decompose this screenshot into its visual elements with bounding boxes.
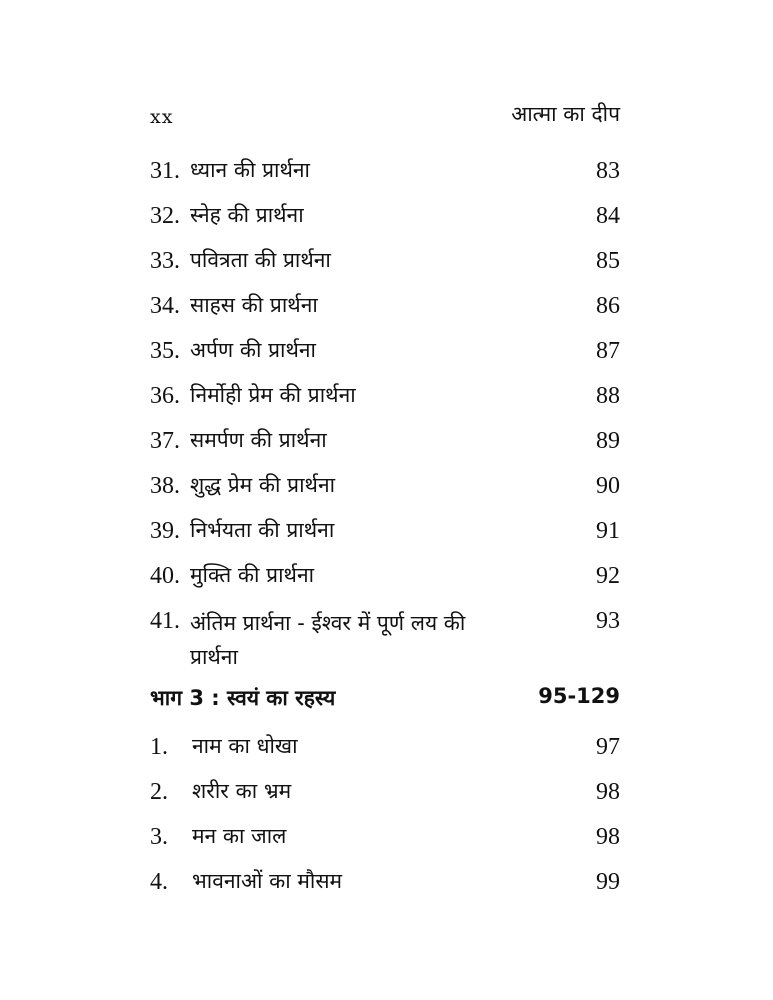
entry-page: 99 — [596, 869, 620, 895]
entry-number: 39. — [150, 518, 180, 544]
toc-entry — [150, 150, 620, 195]
entry-number: 31. — [150, 158, 180, 184]
section-heading — [150, 678, 620, 726]
entry-page: 93 — [596, 608, 620, 634]
entry-page: 83 — [596, 158, 620, 184]
table-of-contents — [150, 150, 620, 906]
entry-title: नाम का धोखा — [192, 734, 298, 758]
toc-entry — [150, 465, 620, 510]
entry-title: पवित्रता की प्रार्थना — [190, 248, 331, 272]
page-number-roman: xx — [150, 106, 174, 128]
running-title: आत्मा का दीप — [511, 102, 620, 126]
entry-title: अर्पण की प्रार्थना — [190, 338, 316, 362]
entry-number: 38. — [150, 473, 180, 499]
entry-page: 97 — [596, 734, 620, 760]
entry-number: 36. — [150, 383, 180, 409]
entry-page: 92 — [596, 563, 620, 589]
entry-page: 89 — [596, 428, 620, 454]
entry-page: 98 — [596, 824, 620, 850]
section-title: भाग 3 : स्वयं का रहस्य — [150, 686, 336, 710]
entry-page: 86 — [596, 293, 620, 319]
entry-number: 3. — [150, 824, 168, 850]
entry-number: 34. — [150, 293, 180, 319]
entry-number: 1. — [150, 734, 168, 760]
entry-page: 84 — [596, 203, 620, 229]
toc-entry — [150, 195, 620, 240]
entry-number: 32. — [150, 203, 180, 229]
entry-page: 90 — [596, 473, 620, 499]
section-page-range: 95-129 — [538, 684, 620, 708]
toc-entry — [150, 510, 620, 555]
toc-entry — [150, 285, 620, 330]
entry-title: समर्पण की प्रार्थना — [190, 428, 327, 452]
entry-title: साहस की प्रार्थना — [190, 293, 318, 317]
toc-entry — [150, 240, 620, 285]
toc-entry — [150, 330, 620, 375]
entry-page: 87 — [596, 338, 620, 364]
entry-number: 35. — [150, 338, 180, 364]
toc-entry — [150, 600, 620, 678]
entry-title: भावनाओं का मौसम — [192, 869, 343, 893]
toc-entry — [150, 555, 620, 600]
entry-number: 40. — [150, 563, 180, 589]
entry-title: ध्यान की प्रार्थना — [190, 158, 310, 182]
entry-number: 37. — [150, 428, 180, 454]
entry-title: शरीर का भ्रम — [192, 779, 292, 803]
toc-entry — [150, 771, 620, 816]
entry-number: 33. — [150, 248, 180, 274]
entry-number: 41. — [150, 608, 180, 634]
entry-title: मन का जाल — [192, 824, 287, 848]
entry-page: 91 — [596, 518, 620, 544]
entry-title: शुद्ध प्रेम की प्रार्थना — [190, 473, 336, 497]
toc-entry — [150, 375, 620, 420]
entry-title: अंतिम प्रार्थना - ईश्वर में पूर्ण लय की प्रार्थना — [190, 611, 466, 669]
page-header — [150, 96, 620, 130]
toc-entry — [150, 726, 620, 771]
entry-title: स्नेह की प्रार्थना — [190, 203, 304, 227]
entry-page: 98 — [596, 779, 620, 805]
entry-page: 88 — [596, 383, 620, 409]
entry-number: 4. — [150, 869, 168, 895]
entry-page: 85 — [596, 248, 620, 274]
entry-title: मुक्ति की प्रार्थना — [190, 563, 315, 587]
toc-entry — [150, 861, 620, 906]
toc-entry — [150, 420, 620, 465]
entry-number: 2. — [150, 779, 168, 805]
entry-title: निर्मोही प्रेम की प्रार्थना — [190, 383, 356, 407]
toc-entry — [150, 816, 620, 861]
entry-title: निर्भयता की प्रार्थना — [190, 518, 335, 542]
